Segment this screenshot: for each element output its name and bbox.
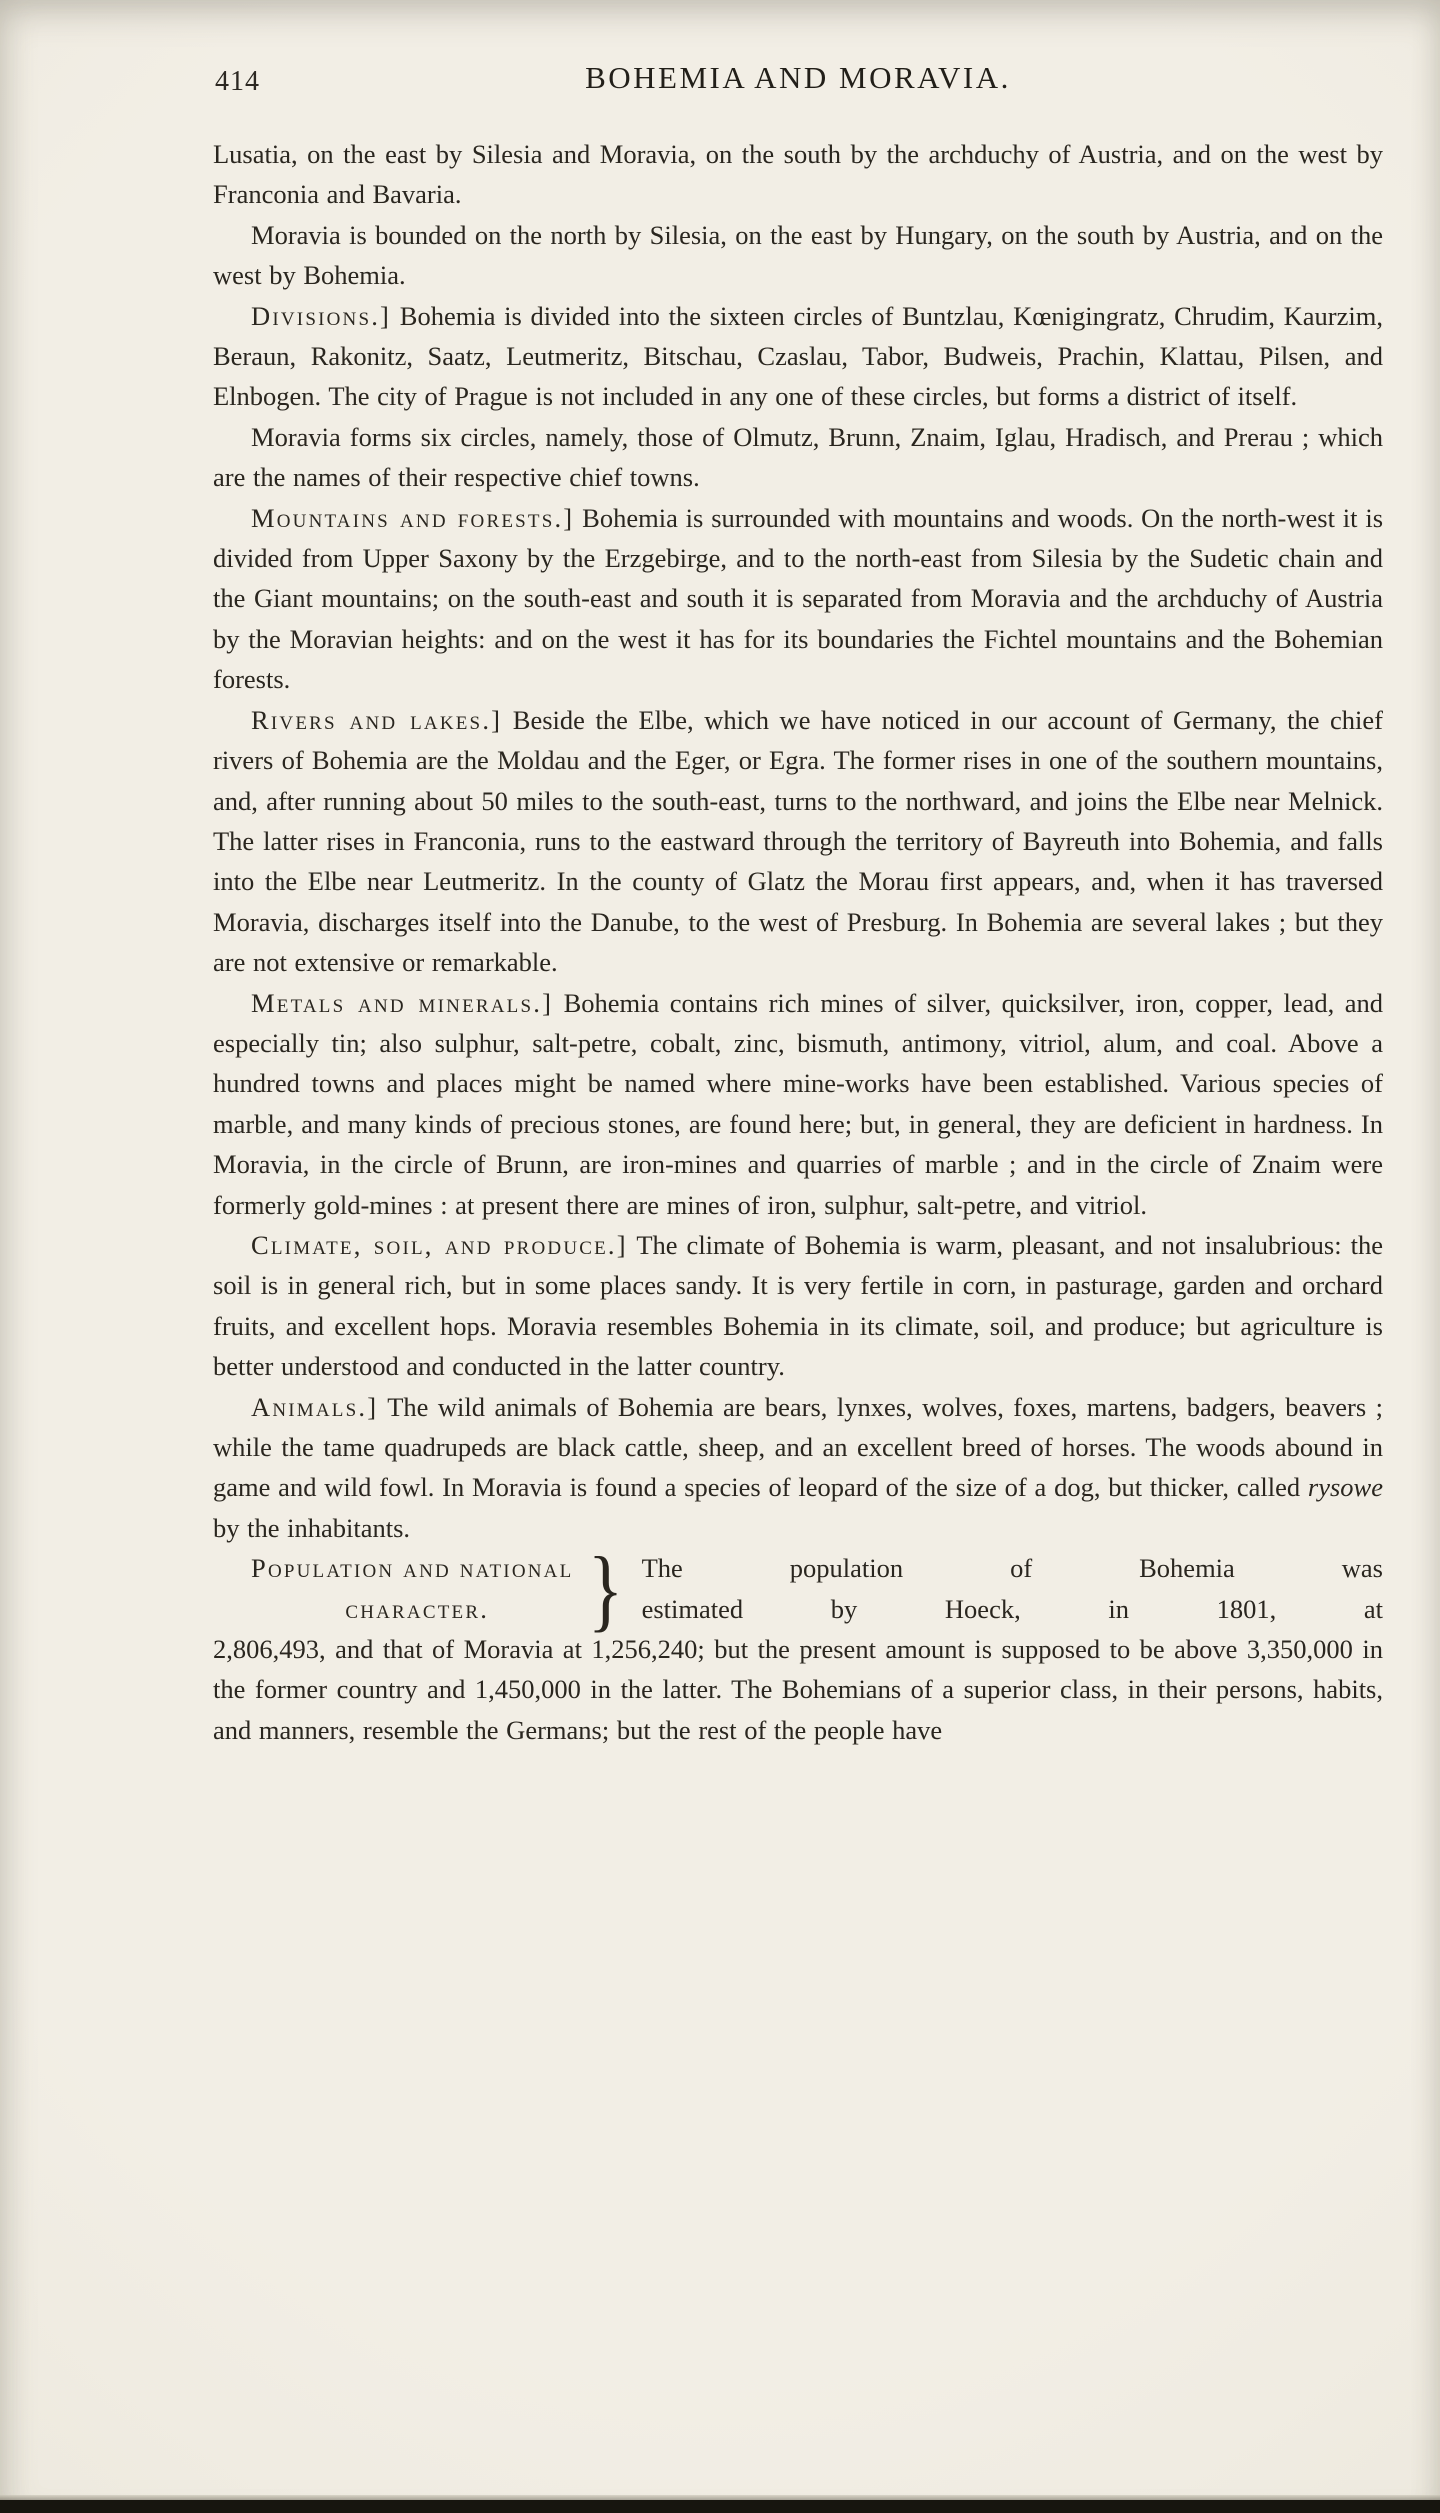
section-heading: Climate, soil, and produce.] [251, 1229, 628, 1260]
paragraph [213, 417, 1383, 498]
text-run: Bohemia contains rich mines of silver, quicksilver, iron, copper, lead, and especially tin; also sulphur, salt-petre, cobalt, zinc, bismuth, antimony, vitriol, alum, and coal. Above a hundred towns and places might be named where mine-works have been established. Various species of marble, and many kinds of precious stones, are found here; but, in general, they are deficient in hardness. In Moravia, in the circle of Brunn, are iron-mines and quarries of marble ; and in the circle of Znaim were formerly gold-mines : at present there are mines of iron, sulphur, salt-petre, and vitriol. [213, 987, 1383, 1220]
section-heading: Divisions.] [251, 300, 392, 331]
population-heading-line1: Population and national [251, 1553, 574, 1584]
text-run: Moravia is bounded on the north by Silesia, on the east by Hungary, on the south by Austria, and on the west by Bohemia. [213, 219, 1383, 291]
population-text-line2: estimated by Hoeck, in 1801, at [641, 1593, 1383, 1624]
paragraph [213, 983, 1383, 1225]
population-intro-text [642, 1548, 1383, 1629]
brace-glyph: } [588, 1537, 624, 1640]
text-run: by the inhabitants. [213, 1512, 411, 1543]
section-heading: Metals and minerals.] [251, 987, 554, 1018]
paragraph [213, 498, 1383, 700]
text-block [213, 134, 1383, 1750]
population-heading [213, 1548, 573, 1629]
paragraph [213, 700, 1383, 983]
population-rest-paragraph: 2,806,493, and that of Moravia at 1,256,240; but the present amount is supposed to be above 3,350,000 in the former country and 1,450,000 in the latter. The Bohemians of a superior class, in their persons, habits, and manners, resemble the Germans; but the rest of the people have [213, 1634, 1383, 1745]
scan-edge-artifact [0, 2500, 1440, 2513]
text-run: Lusatia, on the east by Silesia and Moravia, on the south by the archduchy of Austria, and on the west by Franconia and Bavaria. [213, 139, 1383, 210]
paragraph [213, 134, 1383, 215]
population-text-line1: The population of Bohemia was [641, 1553, 1383, 1584]
paragraph [213, 1225, 1383, 1387]
text-run: Moravia forms six circles, namely, those of Olmutz, Brunn, Znaim, Iglau, Hradisch, and Prerau ; which are the names of their respective chief towns. [213, 421, 1383, 493]
page-title: BOHEMIA AND MORAVIA. [585, 60, 1011, 95]
population-heading-row [213, 1537, 1383, 1640]
text-run: The wild animals of Bohemia are bears, lynxes, wolves, foxes, martens, badgers, beavers ; while the tame quadrupeds are black cattle, sheep, and an excellent breed of horses. The woods abound in game and wild fowl. In Moravia is found a species of leopard of the size of a dog, but thicker, called [213, 1391, 1383, 1503]
text-run: The climate of Bohemia is warm, pleasant, and not insalubrious: the soil is in general rich, but in some places sandy. It is very fertile in corn, in pasturage, garden and orchard fruits, and excellent hops. Moravia resembles Bohemia in its climate, soil, and produce; but agriculture is better understood and conducted in the latter country. [213, 1229, 1384, 1382]
page-header [213, 58, 1383, 108]
paragraph [213, 215, 1383, 296]
text-run: Bohemia is divided into the sixteen circles of Buntzlau, Kœnigingratz, Chrudim, Kaurzim, Beraun, Rakonitz, Saatz, Leutmeritz, Bitschau, Czaslau, Tabor, Budweis, Prachin, Klattau, Pilsen, and Elnbogen. The city of Prague is not included in any one of these circles, but forms a district of itself. [213, 300, 1383, 412]
population-heading-line2: character. [345, 1593, 490, 1624]
paragraphs-container [213, 134, 1383, 1548]
paragraph [213, 296, 1383, 417]
section-heading: Mountains and forests.] [251, 502, 575, 533]
page-number: 414 [215, 66, 260, 97]
text-run: Beside the Elbe, which we have noticed in our account of Germany, the chief rivers of Bohemia are the Moldau and the Eger, or Egra. The former rises in one of the southern mountains, and, after running about 50 miles to the south-east, turns to the northward, and joins the Elbe near Melnick. The latter rises in Franconia, runs to the eastward through the territory of Bayreuth into Bohemia, and falls into the Elbe near Leutmeritz. In the county of Glatz the Morau first appears, and, when it has traversed Moravia, discharges itself into the Danube, to the west of Presburg. In Bohemia are several lakes ; but they are not extensive or remarkable. [213, 704, 1383, 978]
section-heading: Rivers and lakes.] [251, 704, 503, 735]
section-heading: Animals.] [251, 1391, 379, 1422]
italic-term: rysowe [1307, 1472, 1383, 1503]
page-content [213, 58, 1383, 1750]
paragraph [213, 1387, 1383, 1549]
text-run: Bohemia is surrounded with mountains and woods. On the north-west it is divided from Upper Saxony by the Erzgebirge, and to the north-east from Silesia by the Sudetic chain and the Giant mountains; on the south-east and south it is separated from Moravia and the archduchy of Austria by the Moravian heights: and on the west it has for its boundaries the Fichtel mountains and the Bohemian forests. [213, 502, 1384, 695]
